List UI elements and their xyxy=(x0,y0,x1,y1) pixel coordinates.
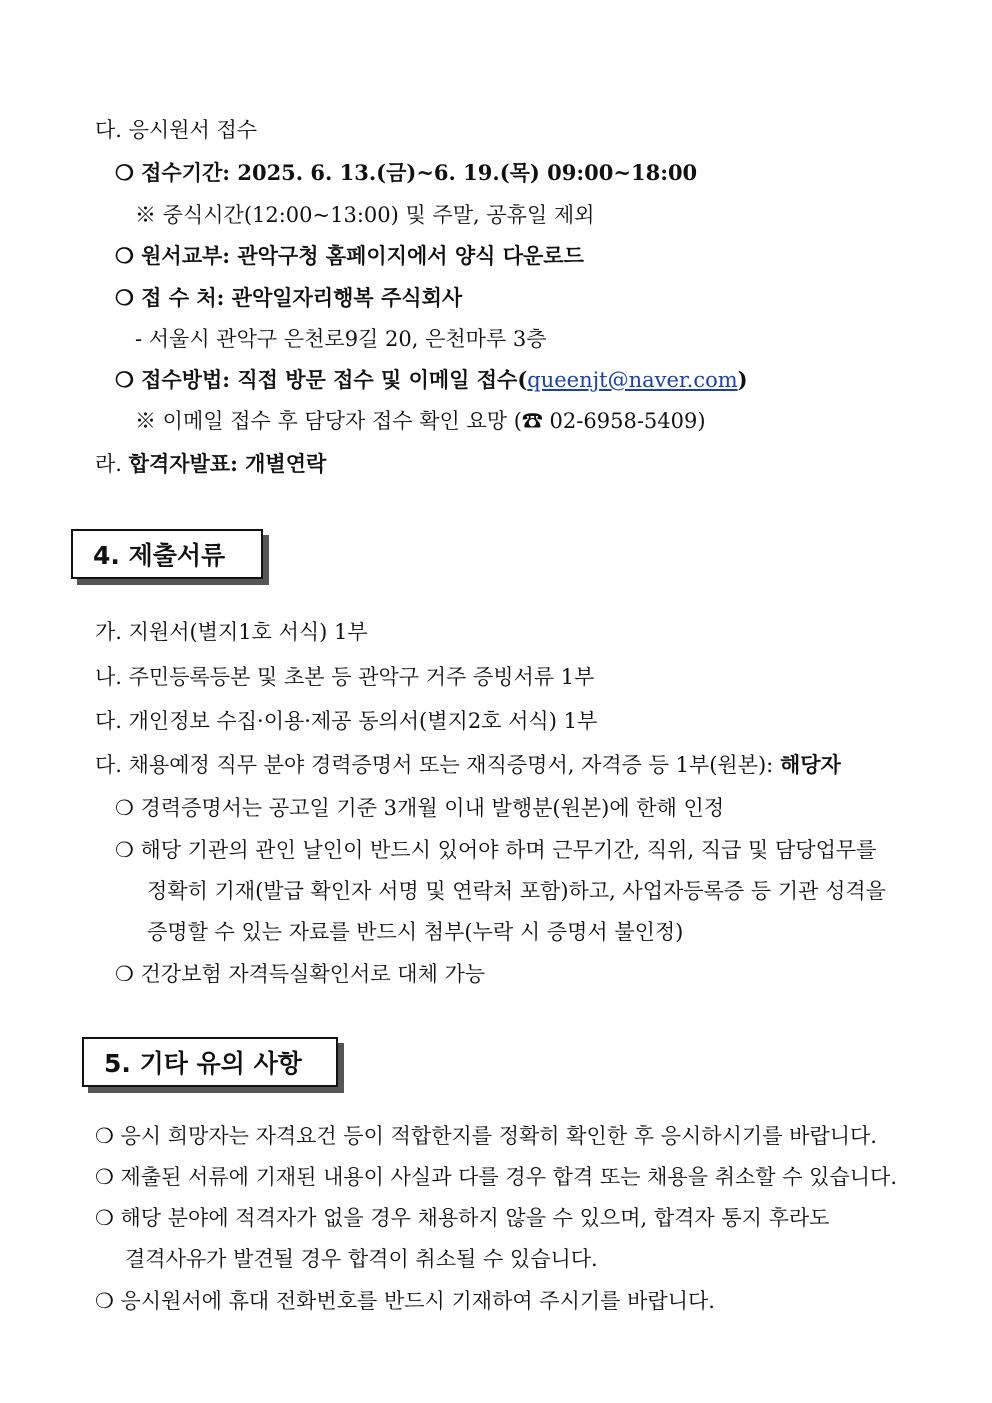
receipt-method-label: ❍ 접수방법: 직접 방문 접수 및 이메일 접수( xyxy=(115,367,528,392)
receipt-method-close: ) xyxy=(737,367,748,392)
receipt-period-note: ※ 중식시간(12:00~13:00) 및 주말, 공휴일 제외 xyxy=(135,203,595,227)
career-note-2-line3: 증명할 수 있는 자료를 반드시 첨부(누락 시 증명서 불인정) xyxy=(147,920,684,944)
result-announcement-text: 합격자발표: 개별연락 xyxy=(128,451,327,476)
career-note-2-line1: ❍ 해당 기관의 관인 날인이 반드시 있어야 하며 근무기간, 직위, 직급 및 담당업무를 xyxy=(115,838,877,862)
career-note-2-line2: 정확히 기재(발급 확인자 서명 및 연락처 포함)하고, 사업자등록증 등 기관 성격을 xyxy=(147,879,886,903)
notice-1: ❍ 응시 희망자는 자격요건 등이 적합한지를 정확히 확인한 후 응시하시기를 바랍니다. xyxy=(95,1124,877,1148)
receipt-method-note: ※ 이메일 접수 후 담당자 접수 확인 요망 (☎ 02-6958-5409) xyxy=(135,409,706,433)
notice-4: ❍ 응시원서에 휴대 전화번호를 반드시 기재하여 주시기를 바랍니다. xyxy=(95,1289,715,1313)
notice-3-line2: 결격사유가 발견될 경우 합격이 취소될 수 있습니다. xyxy=(125,1247,598,1271)
notice-2: ❍ 제출된 서류에 기재된 내용이 사실과 다를 경우 합격 또는 채용을 취소할 수 있습니다. xyxy=(95,1165,898,1189)
receipt-office-address: - 서울시 관악구 은천로9길 20, 은천마루 3층 xyxy=(135,327,547,351)
result-announcement xyxy=(95,449,326,479)
section-4-title: 4. 제출서류 xyxy=(71,529,263,579)
receipt-method xyxy=(115,365,748,395)
career-note-3: ❍ 건강보험 자격득실확인서로 대체 가능 xyxy=(115,962,486,986)
email-link[interactable]: queenjt@naver.com xyxy=(527,368,738,392)
receipt-period: ❍ 접수기간: 2025. 6. 13.(금)~6. 19.(목) 09:00~18:00 xyxy=(115,160,698,185)
doc-item-privacy: 다. 개인정보 수집·이용·제공 동의서(별지2호 서식) 1부 xyxy=(95,709,598,733)
form-distribution: ❍ 원서교부: 관악구청 홈페이지에서 양식 다운로드 xyxy=(115,243,584,268)
career-note-1: ❍ 경력증명서는 공고일 기준 3개월 이내 발행분(원본)에 한해 인정 xyxy=(115,796,725,820)
doc-item-career xyxy=(95,750,841,780)
doc-item-residence: 나. 주민등록등본 및 초본 등 관악구 거주 증빙서류 1부 xyxy=(95,665,595,689)
doc-item-application: 가. 지원서(별지1호 서식) 1부 xyxy=(95,620,368,644)
notice-3-line1: ❍ 해당 분야에 적격자가 없을 경우 채용하지 않을 수 있으며, 합격자 통지 후라도 xyxy=(95,1206,830,1230)
section-5-title: 5. 기타 유의 사항 xyxy=(82,1037,338,1087)
receipt-office: ❍ 접 수 처: 관악일자리행복 주식회사 xyxy=(115,285,463,310)
doc-item-career-applicable: 해당자 xyxy=(779,752,841,777)
result-announcement-prefix: 라. xyxy=(95,452,122,476)
subheading-application-receipt: 다. 응시원서 접수 xyxy=(95,118,258,142)
doc-item-career-text: 다. 채용예정 직무 분야 경력증명서 또는 재직증명서, 자격증 등 1부(원본): xyxy=(95,753,774,777)
